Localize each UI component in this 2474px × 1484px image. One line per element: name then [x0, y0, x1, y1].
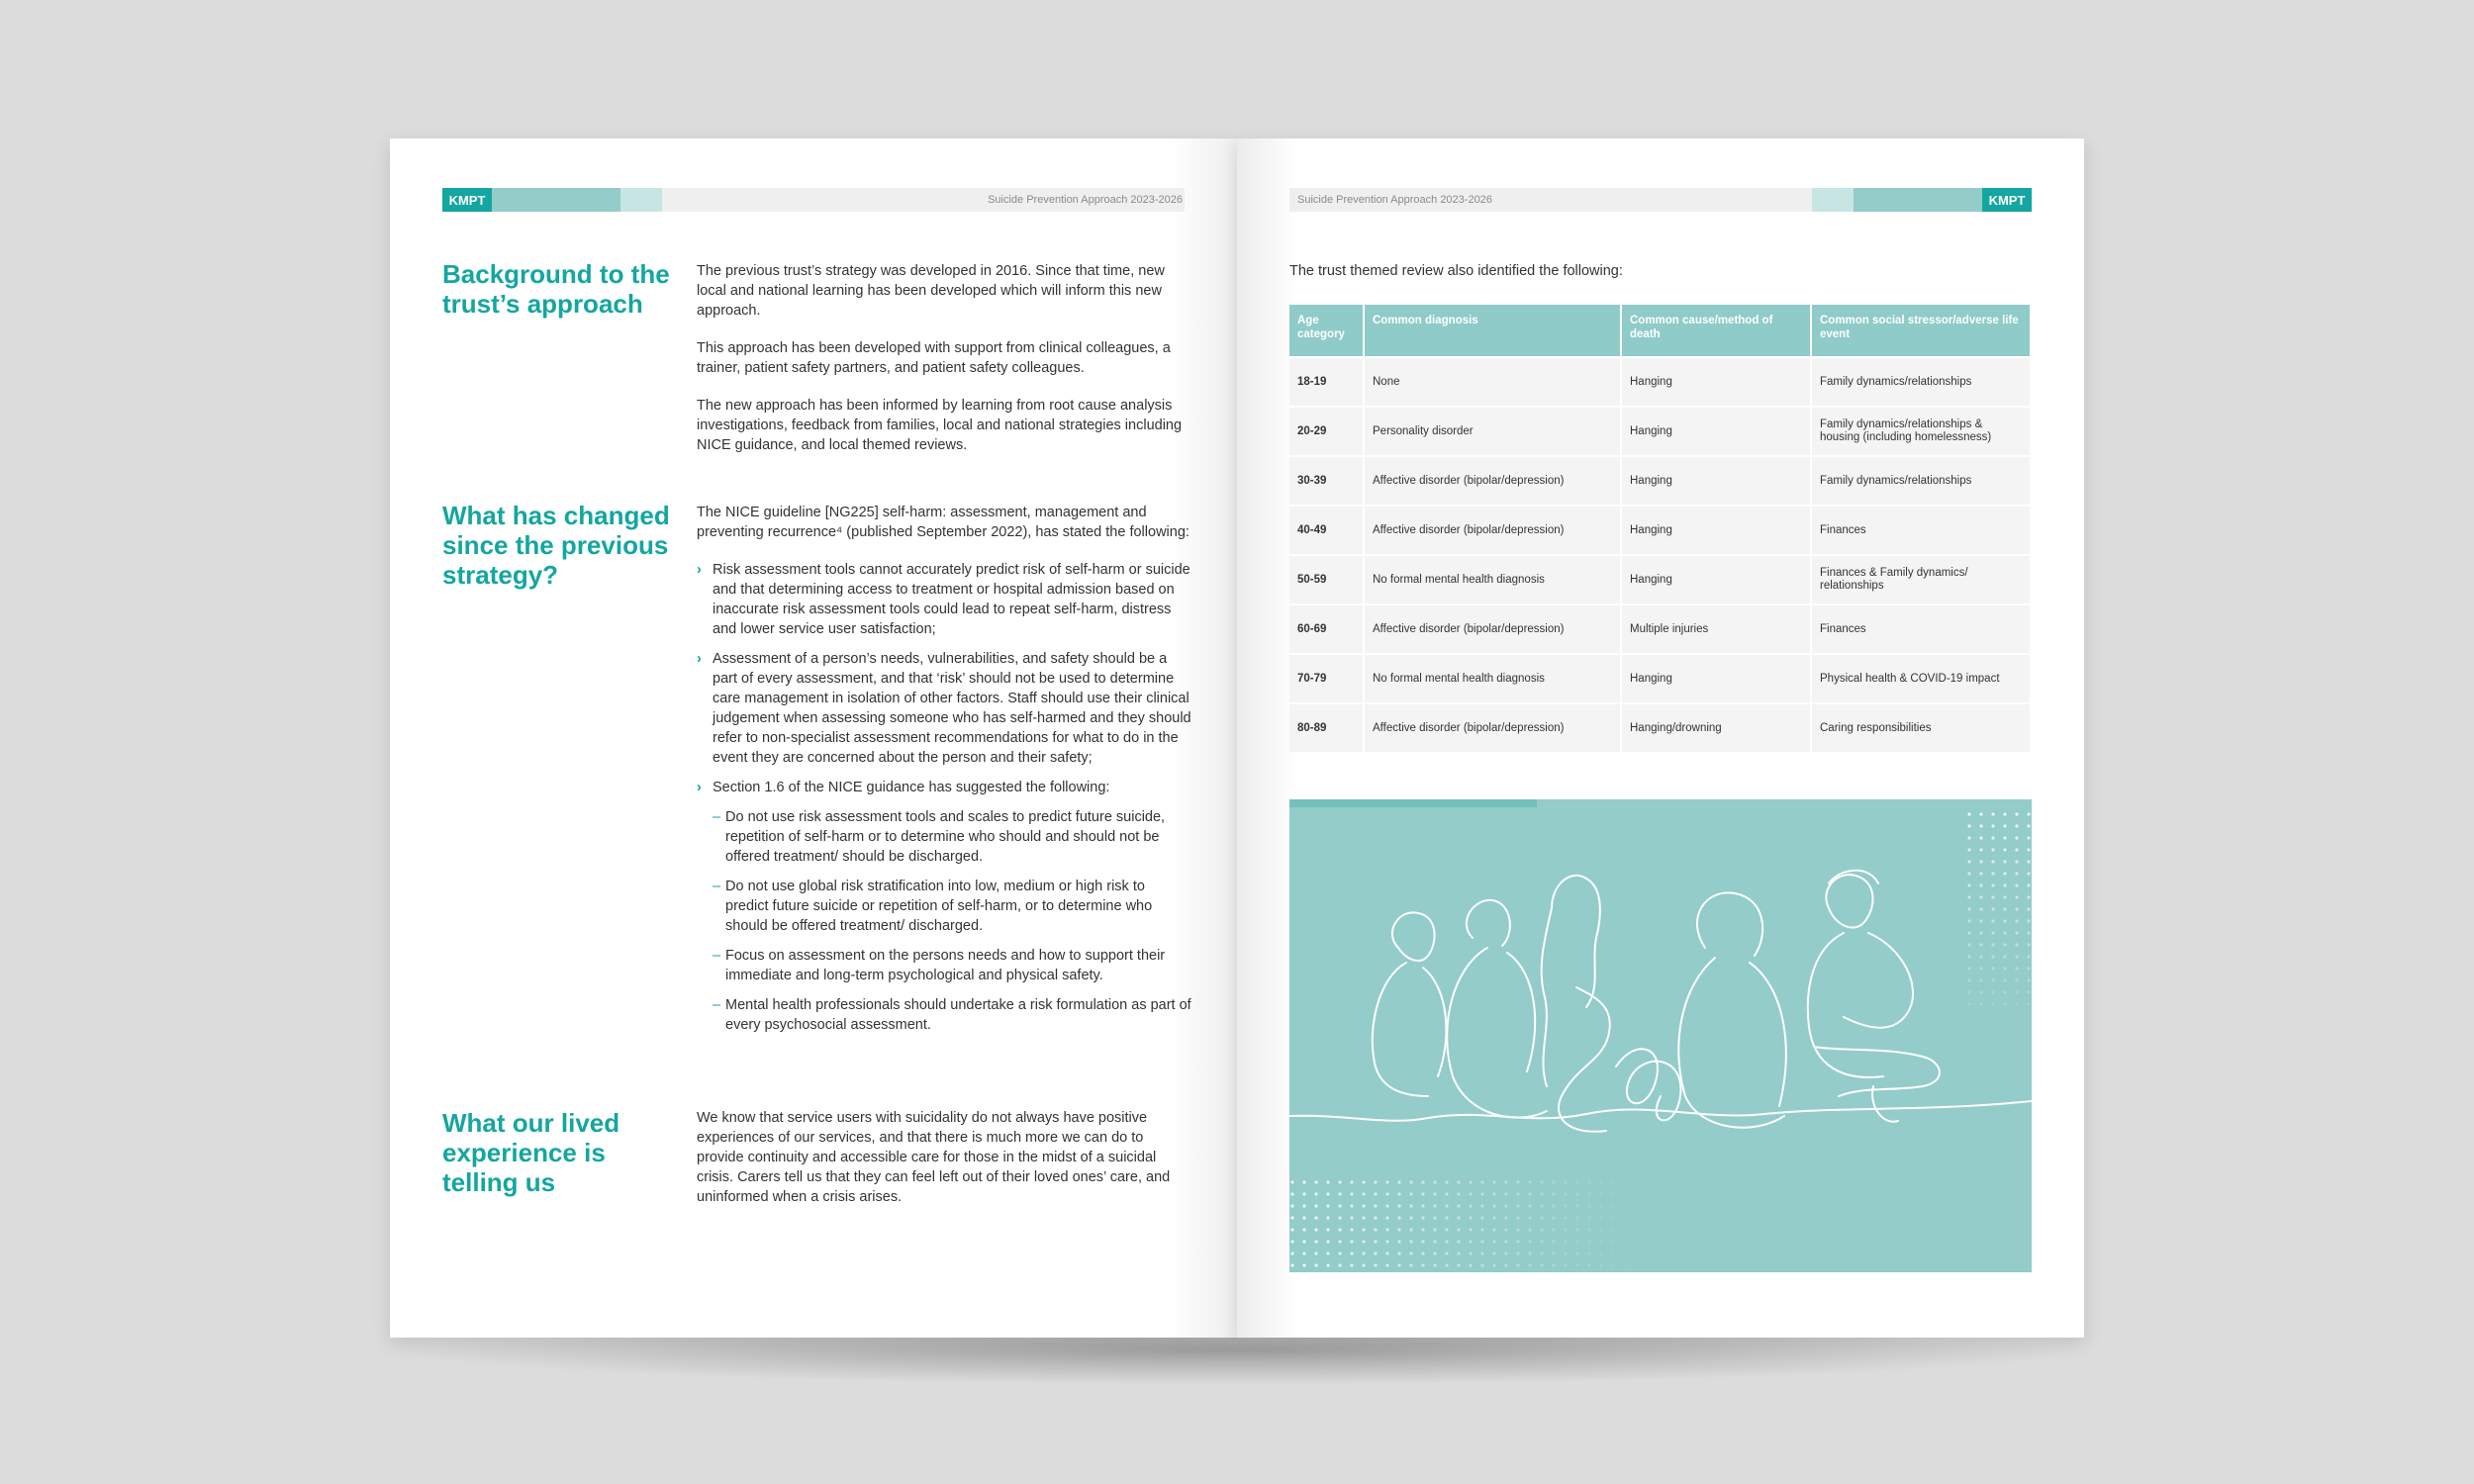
table-cell: Hanging	[1621, 407, 1811, 456]
chevron-right-icon: ›	[697, 562, 702, 578]
table-cell: Finances	[1811, 506, 2031, 555]
header-document-title	[1289, 188, 1812, 212]
table-cell: Finances & Family dynamics/ relationships	[1811, 555, 2031, 604]
table-header-cell: Age category	[1289, 305, 1364, 357]
list-item	[697, 649, 1191, 768]
table-header-row	[1289, 305, 2031, 357]
dash-icon: –	[713, 879, 721, 894]
list-item	[713, 995, 1191, 1035]
header-bar-segment	[1812, 188, 1854, 212]
table-cell: 20-29	[1289, 407, 1364, 456]
table-cell: Affective disorder (bipolar/depression)	[1364, 456, 1621, 506]
list-item-text: Mental health professionals should undertake a risk formulation as part of every psychosocial assessment.	[725, 997, 1191, 1033]
table-cell: 70-79	[1289, 654, 1364, 703]
table-cell: None	[1364, 357, 1621, 407]
lived-experience-body	[697, 1108, 1191, 1225]
document-title-text: Suicide Prevention Approach 2023-2026	[988, 194, 1183, 206]
list-item-text: Section 1.6 of the NICE guidance has suggested the following:	[713, 780, 1110, 795]
table-cell: No formal mental health diagnosis	[1364, 555, 1621, 604]
table-intro: The trust themed review also identified the following:	[1289, 263, 1623, 279]
header-bar-right	[1289, 188, 2032, 212]
table-cell: Affective disorder (bipolar/depression)	[1364, 506, 1621, 555]
table-cell: 80-89	[1289, 703, 1364, 752]
dash-icon: –	[713, 809, 721, 825]
illustration-accent-bar	[1289, 799, 1537, 807]
list-item-text: Do not use global risk stratification into low, medium or high risk to predict future suicide or repetition of self-harm, or to determine who should be offered treatment/ discharged.	[725, 879, 1153, 934]
kmpt-logo: KMPT	[1982, 188, 2032, 212]
paragraph: The NICE guideline [NG225] self-harm: assessment, management and preventing recurrence⁴ (published September 2022), has stated the following:	[697, 505, 1189, 540]
section-title-background: Background to the trust’s approach	[442, 259, 670, 319]
paragraph: The new approach has been informed by learning from root cause analysis investigations, feedback from families, local and national strategies including NICE guidance, and local themed reviews.	[697, 398, 1183, 453]
background-body	[697, 261, 1191, 473]
table-row	[1289, 357, 2031, 407]
table-row	[1289, 703, 2031, 752]
left-page	[390, 139, 1237, 1338]
table-cell: Hanging	[1621, 654, 1811, 703]
table-cell: 50-59	[1289, 555, 1364, 604]
document-title-text: Suicide Prevention Approach 2023-2026	[1297, 194, 1492, 206]
table-cell: Finances	[1811, 604, 2031, 654]
table-cell: Personality disorder	[1364, 407, 1621, 456]
table-row	[1289, 506, 2031, 555]
list-item-text: Assessment of a person’s needs, vulnerabilities, and safety should be a part of every assessment, and that ‘risk’ should not be used to determine care management in isolation of other factors. Staff should use their clinical judgement when assessing someone who has self-harmed and they should refer to non-specialist assessment recommendations for what to do in the event they are concerned about the person and their safety;	[713, 651, 1191, 766]
section-title-lived-experience: What our lived experience is telling us	[442, 1108, 620, 1197]
table-header-cell: Common diagnosis	[1364, 305, 1621, 357]
header-bar-segment	[1854, 188, 1982, 212]
table-row	[1289, 654, 2031, 703]
header-bar-segment	[492, 188, 620, 212]
table-cell: Hanging	[1621, 456, 1811, 506]
table-cell: Physical health & COVID-19 impact	[1811, 654, 2031, 703]
table-cell: Affective disorder (bipolar/depression)	[1364, 703, 1621, 752]
list-item-text: Do not use risk assessment tools and scales to predict future suicide, repetition of self-harm or to determine who should and should not be offered treatment/ should be discharged.	[725, 809, 1166, 865]
table-cell: 40-49	[1289, 506, 1364, 555]
list-item-text: Risk assessment tools cannot accurately predict risk of self-harm or suicide and that determining access to treatment or hospital admission based on inaccurate risk assessment tools could lead to repeat self-harm, distress and lower service user satisfaction;	[713, 562, 1190, 637]
table-cell: Caring responsibilities	[1811, 703, 2031, 752]
header-document-title	[662, 188, 1185, 212]
table-row	[1289, 456, 2031, 506]
sub-bullet-list	[713, 807, 1191, 1035]
dash-icon: –	[713, 948, 721, 964]
list-item	[713, 877, 1191, 936]
chevron-right-icon: ›	[697, 651, 702, 667]
table-header-cell: Common cause/method of death	[1621, 305, 1811, 357]
table-row	[1289, 555, 2031, 604]
list-item-text: Focus on assessment on the persons needs and how to support their immediate and long-term psychological and physical safety.	[725, 948, 1166, 983]
paragraph: We know that service users with suicidality do not always have positive experiences of our services, and that there is much more we can do to provide continuity and accessible care for those in the midst of a suicidal crisis. Carers tell us that they can feel left out of their loved ones’ care, and uninformed when a crisis arises.	[697, 1110, 1171, 1205]
list-item	[697, 778, 1191, 797]
table-cell: Hanging	[1621, 506, 1811, 555]
table-cell: Affective disorder (bipolar/depression)	[1364, 604, 1621, 654]
table-cell: Multiple injuries	[1621, 604, 1811, 654]
header-bar-segment	[620, 188, 662, 212]
paragraph: This approach has been developed with support from clinical colleagues, a trainer, patient safety partners, and patient safety colleagues.	[697, 340, 1171, 376]
table-cell: 18-19	[1289, 357, 1364, 407]
table-cell: Family dynamics/relationships	[1811, 357, 2031, 407]
table-cell: Hanging	[1621, 555, 1811, 604]
header-bar-left	[442, 188, 1185, 212]
paragraph: The previous trust’s strategy was developed in 2016. Since that time, new local and national learning has been developed which will inform this new approach.	[697, 263, 1165, 319]
right-page	[1237, 139, 2084, 1338]
section-title-changed: What has changed since the previous strategy?	[442, 501, 670, 590]
table-header-cell: Common social stressor/adverse life event	[1811, 305, 2031, 357]
list-item	[697, 560, 1191, 639]
dash-icon: –	[713, 997, 721, 1013]
table-cell: Family dynamics/relationships & housing (including homelessness)	[1811, 407, 2031, 456]
list-item	[713, 946, 1191, 985]
table-cell: 30-39	[1289, 456, 1364, 506]
list-item	[713, 807, 1191, 867]
table-cell: Hanging	[1621, 357, 1811, 407]
chevron-right-icon: ›	[697, 780, 702, 795]
themed-review-table	[1289, 305, 2032, 752]
bullet-list	[697, 560, 1191, 797]
table-cell: Hanging/drowning	[1621, 703, 1811, 752]
kmpt-logo: KMPT	[442, 188, 492, 212]
table-row	[1289, 407, 2031, 456]
table-row	[1289, 604, 2031, 654]
changed-body	[697, 503, 1191, 1045]
table-cell: Family dynamics/relationships	[1811, 456, 2031, 506]
table-cell: No formal mental health diagnosis	[1364, 654, 1621, 703]
line-art-illustration	[1289, 799, 2032, 1272]
people-sitting-illustration	[1289, 799, 2032, 1272]
table-cell: 60-69	[1289, 604, 1364, 654]
